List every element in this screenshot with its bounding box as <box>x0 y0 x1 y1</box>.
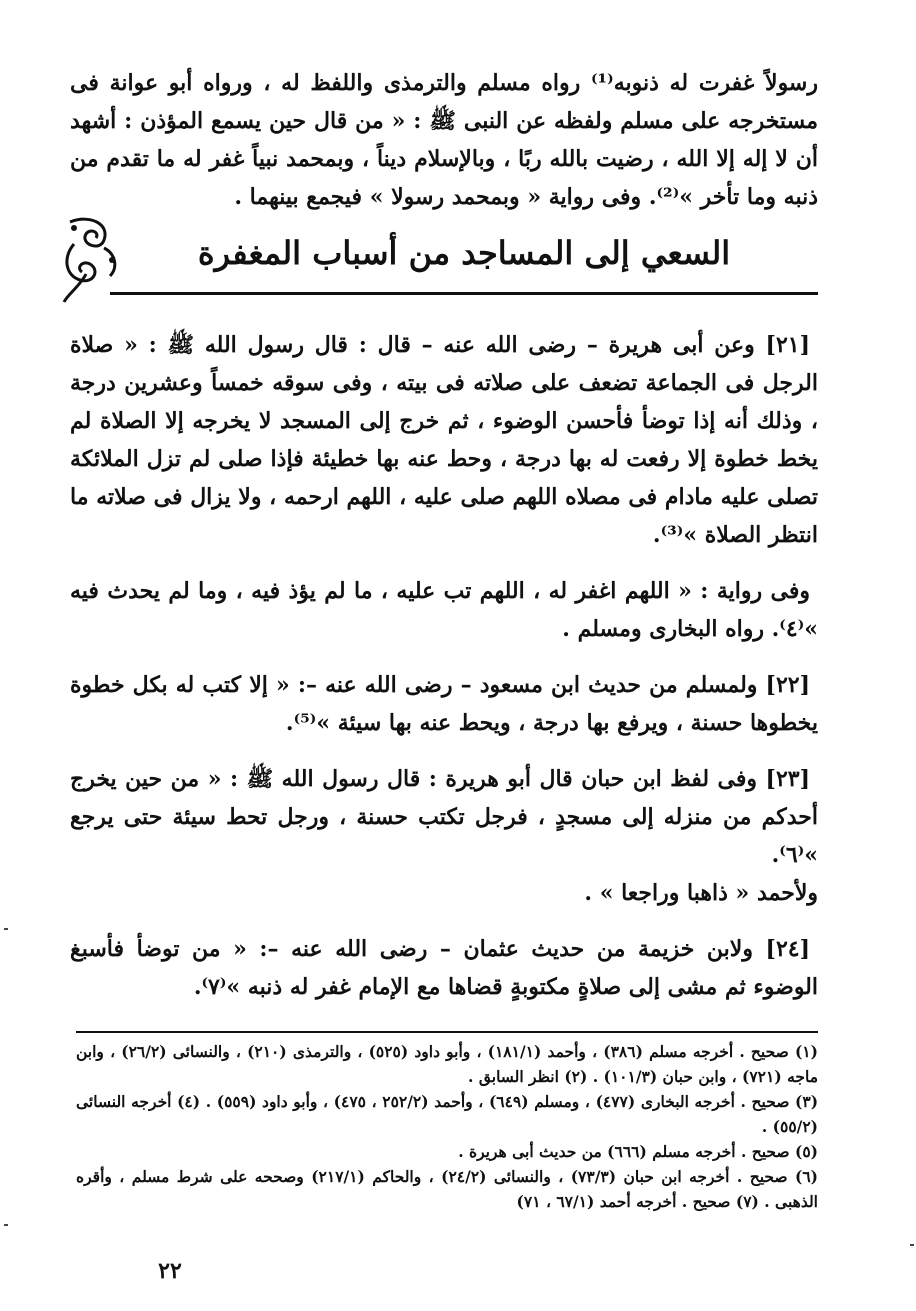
hadith-text: [٢٢] ولمسلم من حديث ابن مسعود – رضى الله عنه –: « إلا كتب له بكل خطوة يخطوها حسنة ، ويرفع بها درجة ، ويحط عنه بها سيئة »⁽⁵⁾. <box>70 672 818 736</box>
intro-paragraph: رسولاً غفرت له ذنوبه⁽¹⁾ رواه مسلم والترمذى واللفظ له ، ورواه أبو عوانة فى مستخرجه على مسلم ولفظه عن النبى ﷺ : « من قال حين يسمع المؤذن : أشهد أن لا إله إلا الله ، رضيت بالله ربًا ، وبالإسلام ديناً ، وبمحمد نبياً غفر له ما تقدم من ذنبه وما تأخر »⁽²⁾. وفى رواية « وبمحمد رسولا » فيجمع بينهما . <box>70 70 818 210</box>
hadith-text: [٢٤] ولابن خزيمة من حديث عثمان – رضى الله عنه –: « من توضأ فأسبغ الوضوء ثم مشى إلى صلاةٍ مكتوبةٍ قضاها مع الإمام غفر له ذنبه »⁽٧⁾. <box>70 936 818 1000</box>
hadith-21-variant <box>70 572 818 648</box>
footnotes <box>76 1031 818 1214</box>
footnote: (١) صحيح . أخرجه مسلم (٣٨٦) ، وأحمد (١٨١/١) ، وأبو داود (٥٢٥) ، والترمذى (٢١٠) ، والنسائى (٢٦/٢) ، وابن ماجه (٧٢١) ، وابن حبان (١٠١/٣) . (٢) انظر السابق . <box>76 1042 818 1086</box>
scan-mark <box>910 1244 914 1246</box>
footnote: (٥) صحيح . أخرجه مسلم (٦٦٦) من حديث أبى هريرة . <box>458 1142 818 1161</box>
footnote: (٣) صحيح . أخرجه البخارى (٤٧٧) ، ومسلم (٦٤٩) ، وأحمد (٢٥٢/٢ ، ٤٧٥) ، وأبو داود (٥٥٩) . (٤) أخرجه النسائى (٥٥/٢) . <box>76 1092 819 1136</box>
footnote: (٦) صحيح . أخرجه ابن حبان (٧٣/٣) ، والنسائى (٢٤/٢) ، والحاكم (٢١٧/١) وصححه على شرط مسلم ، وأقره الذهبى . (٧) صحيح . أخرجه أحمد (٦٧/١ ، ٧١) <box>76 1167 819 1211</box>
title-underline <box>110 292 818 295</box>
hadith-text: ولأحمد « ذاهبا وراجعا » . <box>584 880 818 906</box>
page-body <box>70 64 818 1006</box>
hadith-22 <box>70 666 818 742</box>
page-number: ٢٢ <box>158 1258 182 1284</box>
hadith-text: [٢١] وعن أبى هريرة – رضى الله عنه – قال : قال رسول الله ﷺ : « صلاة الرجل فى الجماعة تضعف على صلاته فى بيته ، وفى سوقه خمساً وعشرين درجة ، وذلك أنه إذا توضأ فأحسن الوضوء ، ثم خرج إلى المسجد لا يخرجه إلا الصلاة لم يخط خطوة إلا رفعت له بها درجة ، وحط عنه بها خطيئة فإذا صلى لم تزل الملائكة تصلى عليه مادام فى مصلاه اللهم صلى عليه ، اللهم ارحمه ، ولا يزال فى صلاته ما انتظر الصلاة »⁽³⁾. <box>70 332 818 548</box>
scan-mark <box>4 928 8 930</box>
hadith-text: وفى رواية : « اللهم اغفر له ، اللهم تب عليه ، ما لم يؤذ فيه ، وما لم يحدث فيه »⁽٤⁾. رواه البخارى ومسلم . <box>70 578 818 642</box>
hadith-21 <box>70 326 818 554</box>
section-heading <box>70 226 818 312</box>
hadith-24 <box>70 930 818 1006</box>
hadith-text: [٢٣] وفى لفظ ابن حبان قال أبو هريرة : قال رسول الله ﷺ : « من حين يخرج أحدكم من منزله إلى مسجدٍ ، فرجل تكتب حسنة ، ورجل تحط سيئة حتى يرجع »⁽٦⁾. <box>70 766 818 868</box>
hadith-23 <box>70 760 818 912</box>
scan-mark <box>4 1224 8 1226</box>
section-title: السعي إلى المساجد من أسباب المغفرة <box>197 234 731 272</box>
